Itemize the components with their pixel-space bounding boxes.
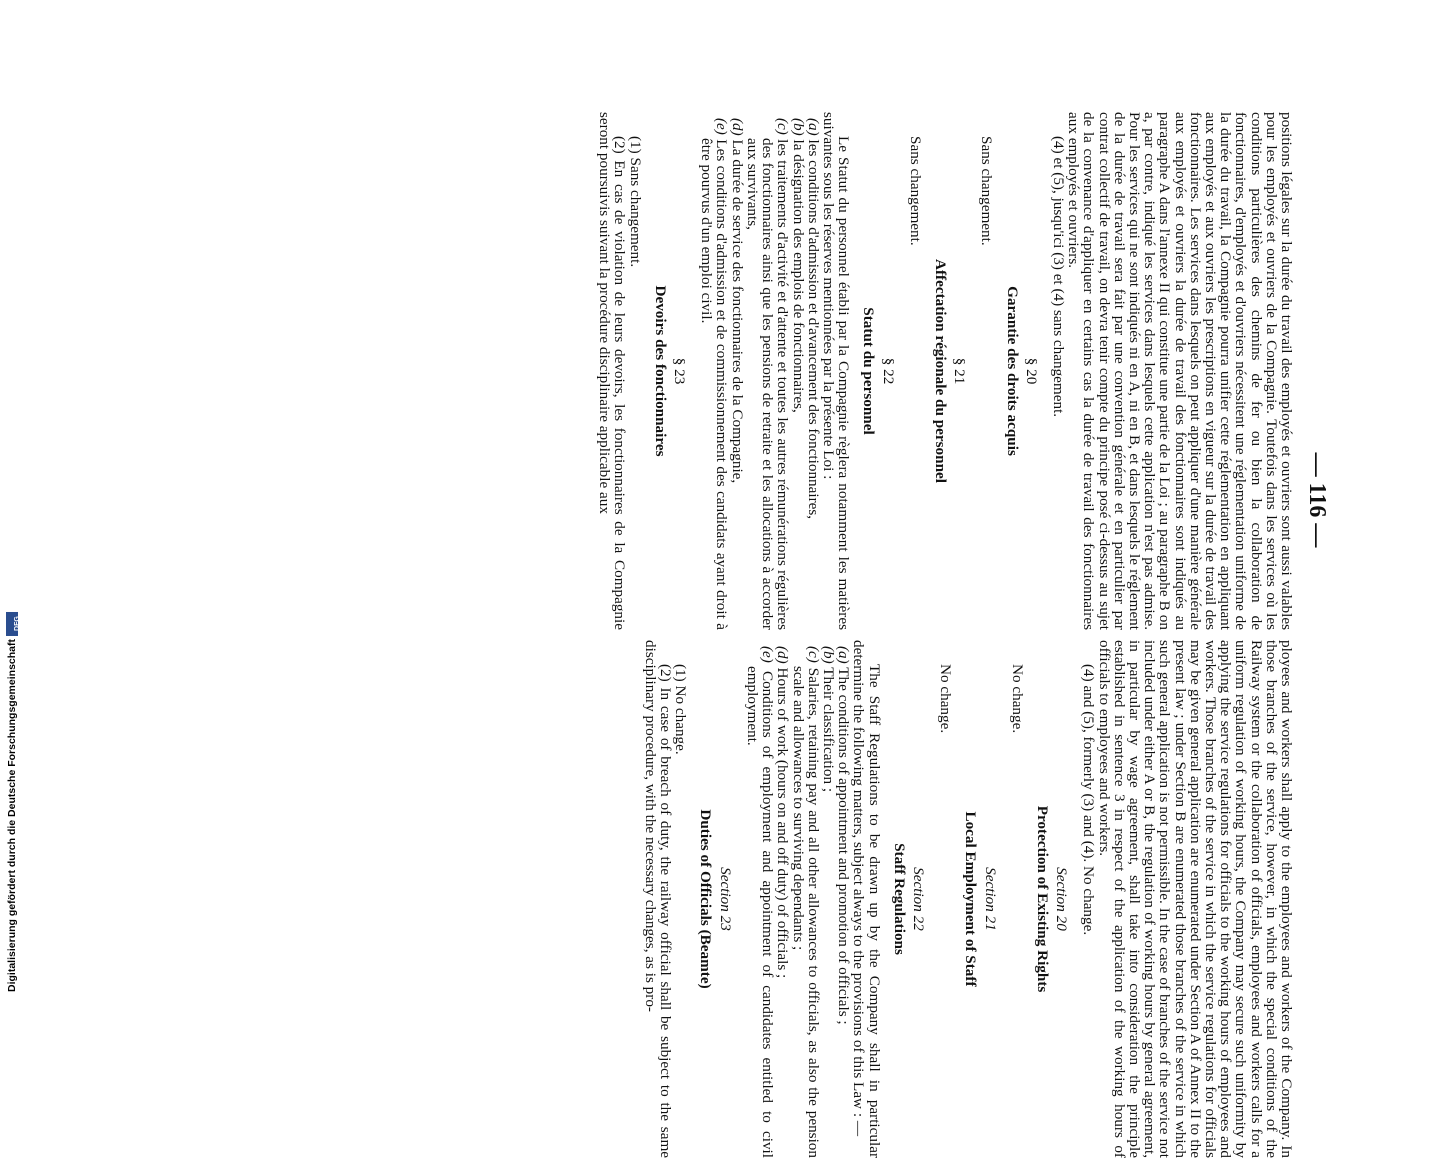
list-item-label: (d) <box>728 118 746 136</box>
list-item <box>775 640 790 1158</box>
list-item-label: (c) <box>774 118 792 135</box>
fr-section-22-number: § 22 <box>879 357 897 385</box>
fr-section-23-title: Devoirs des fonctionnaires <box>651 285 669 457</box>
list-item <box>790 112 805 630</box>
fr-section-22-title: Statut du personnel <box>860 307 878 435</box>
credit-text: Digitalisierung gefördert durch die Deutsche Forschungsgemeinschaft <box>6 639 18 992</box>
fr-section-23-para-2: (2) En cas de violation de leurs devoirs, les fonctionnaires de la Compagnie seront poursuivis suivant la procédure disciplinaire applicable aux <box>596 112 629 630</box>
en-section-22-title: Staff Regulations <box>890 843 908 955</box>
fr-section-20-title: Garantie des droits acquis <box>1003 286 1021 456</box>
french-column <box>597 112 1294 630</box>
list-item-label: (a) <box>835 646 853 664</box>
en-section-22-list <box>745 640 851 1158</box>
en-section-20-title: Protection of Existing Rights <box>1033 805 1051 993</box>
dfg-logo-icon: DFG <box>6 612 18 636</box>
en-section-21-number: Section 21 <box>981 867 999 931</box>
en-section-20-number: Section 20 <box>1053 867 1071 931</box>
digitization-credit <box>6 612 21 992</box>
list-item <box>699 112 729 630</box>
list-item <box>745 640 775 1158</box>
list-item-label: (e) <box>759 646 777 663</box>
fr-section-21-body: Sans changement. <box>906 136 924 246</box>
list-item-text: La durée de service des fonctionnaires de la Compagnie, <box>728 139 746 484</box>
fr-section-20-body: Sans changement. <box>978 136 996 246</box>
list-item-label: (d) <box>774 646 792 664</box>
en-section-22-intro: The Staff Regulations to be drawn up by the Company shall in particular determine the following matters, subject always to the provisions of this Law : — <box>850 640 883 1158</box>
list-item-label: (a) <box>804 118 822 136</box>
list-item-text: les traitements d'activité et d'attente et toutes les autres rémunérations régulières des fonctionnaires ainsi que les pensions de retraite et les allocations à accorder aux survivants, <box>743 138 792 630</box>
en-section-20-body: No change. <box>1008 664 1026 734</box>
en-section-22-number: Section 22 <box>909 867 927 931</box>
fr-section-22-list <box>699 112 821 630</box>
page-number: — 116 — <box>1304 452 1330 548</box>
en-section-23-number: Section 23 <box>716 867 734 931</box>
fr-paragraph-4-5: (4) et (5), jusqu'ici (3) et (4) sans changement. <box>1049 136 1067 418</box>
fr-section-22-intro: Le Statut du personnel établi par la Compagnie règlera notamment les matières suivantes sous les réserves mentionnées par la présente Loi : <box>819 112 853 630</box>
en-section-23-para-1: (1) No change. <box>672 664 690 755</box>
list-item-label: (b) <box>789 118 807 136</box>
en-paragraph-4-5: (4) and (5), formerly (3) and (4). No change. <box>1080 664 1098 936</box>
list-item <box>730 112 745 630</box>
fr-section-23-para-1: (1) Sans changement. <box>626 136 644 268</box>
list-item-text: Salaries, retaining pay and all other allowances to officials, as also the pension scale and allowances to surviving dependants ; <box>789 666 822 1158</box>
list-item <box>806 112 821 630</box>
list-item-label: (c) <box>804 646 822 663</box>
en-section-21-body: No change. <box>937 664 955 734</box>
fr-section-23-number: § 23 <box>671 357 689 385</box>
en-paragraph-continued: ployees and workers shall apply to the employees and workers of the Company. In those branches of the service, however, in which the special conditions of the Railway system or the collaboration of officials, employees and workers calls for a uniform regulation of working hours, the Company may secure such uniformity by applying the service regulations for officials to the working hours of employees and workers. Those branches of the service in which the service regulations for officials may be given general application are enumerated under Section A of Annex II to the present law ; under Section B are enumerated those branches of the service in which such general application is not permissible. In the case of branches of the service not included under either A or B, the regulation of working hours by general agreement, in particular by wage agreement, shall take into consideration the principle established in sentence 3 in respect of the application of the working hours of officials to employees and workers. <box>1095 640 1295 1158</box>
english-column <box>643 640 1294 1158</box>
list-item <box>821 640 836 1158</box>
list-item-label: (b) <box>819 646 837 664</box>
list-item-text: Their classification ; <box>819 667 837 793</box>
fr-paragraph-continued: positions légales sur la durée du travail des employés et ouvriers sont aussi valables pour les employés et ouvriers de la Compagnie. Toutefois dans les services où les conditions particulières des chemins de fer ou bien la collaboration de fonctionnaires, d'employés et d'ouvriers nécessitent une réglementation uniforme de la durée du travail, la Compagnie pourra unifier cette réglementation en appliquant aux employés et aux ouvriers les prescriptions en vigueur sur la durée de travail des fonctionnaires. Les services dans lesquels on peut appliquer d'une manière générale aux employés et ouvriers la durée de travail des fonctionnaires sont indiqués au paragraphe A dans l'annexe II qui constitue une partie de la Loi ; au paragraphe B on a, par contre, indiqué les services dans lesquels cette application n'est pas admise. Pour les services qui ne sont indiqués ni en A, ni en B, et dans lesquels le réglement de la durée de travail sera fait par une convention générale et en particulier par contrat collectif de travail, on devra tenir compte du principe posé ci-dessus au sujet de la convenance d'appliquer en certains cas la durée de travail des fonctionnaires aux employés et ouvriers. <box>1065 112 1295 630</box>
en-section-21-title: Local Employment of Staff <box>962 811 980 987</box>
list-item <box>745 112 791 630</box>
en-section-23-para-2: (2) In case of breach of duty, the railway official shall be subject to the same disciplinary procedure, with the necessary changes, as is pro- <box>641 640 675 1158</box>
list-item-text: Conditions of employment and appointment of candidates entitled to civil employment. <box>743 666 777 1158</box>
list-item-text: The conditions of appointment and promotion of officials ; <box>835 667 853 1025</box>
list-item-text: Hours of work (hours on and off duty) of officials ; <box>774 667 792 979</box>
list-item-text: la désignation des emplois de fonctionnaires, <box>789 139 807 413</box>
fr-section-21-number: § 21 <box>951 357 969 385</box>
list-item-text: Les conditions d'admission et de commissionnement des candidats ayant droit à être pourvus d'un emploi civil. <box>698 138 731 631</box>
fr-section-20-number: § 20 <box>1022 357 1040 385</box>
list-item-label: (e) <box>713 118 731 135</box>
list-item <box>836 640 851 1158</box>
en-section-23-title: Duties of Officials (Beamte) <box>697 809 715 989</box>
list-item <box>790 640 820 1158</box>
fr-section-21-title: Affectation régionale du personnel <box>931 259 949 483</box>
list-item-text: les conditions d'admission et d'avancement des fonctionnaires, <box>804 139 822 520</box>
